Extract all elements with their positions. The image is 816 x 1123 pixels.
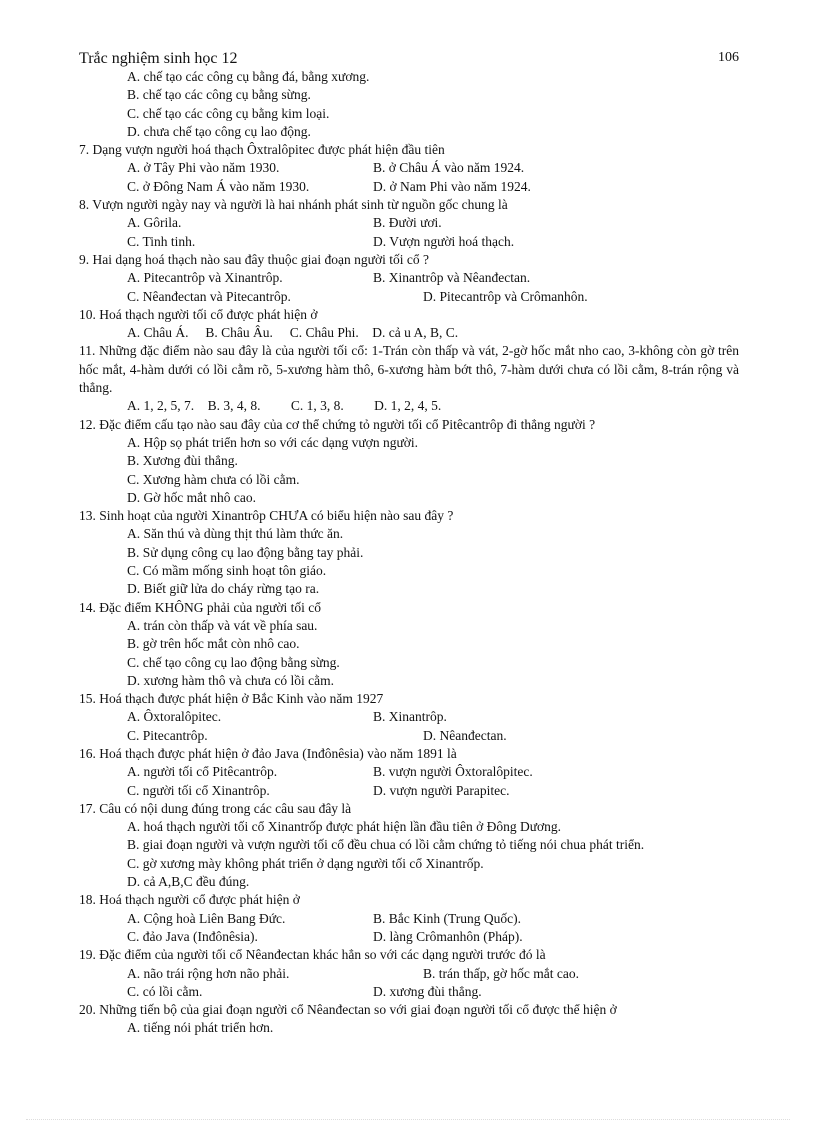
answer-line: B. gờ trên hốc mắt còn nhô cao. [127, 636, 300, 652]
answer-line: D. chưa chế tạo công cụ lao động. [127, 123, 311, 139]
answer-line: C. chế tạo công cụ lao động bằng sừng. [127, 654, 340, 670]
answer-option: C. Pitecantrôp. [127, 727, 208, 743]
answer-row [79, 763, 739, 781]
answer-line: B. chế tạo các công cụ bằng sừng. [127, 87, 311, 103]
answer-row [79, 269, 739, 287]
answer-option: C. người tối cổ Xinantrôp. [127, 782, 270, 798]
answer-line: D. cả A,B,C đều đúng. [127, 874, 250, 890]
answer-option: B. ở Châu Á vào năm 1924. [373, 160, 525, 176]
answer-option: D. Nêanđectan. [423, 727, 507, 743]
question-12: 12. Đặc điểm cấu tạo nào sau đây của cơ thể chứng tỏ người tối cổ Pitêcantrôp đi thẳng người ? [79, 416, 596, 432]
question-13: 13. Sinh hoạt của người Xinantrôp CHƯA có biểu hiện nào sau đây ? [79, 508, 454, 524]
answer-line: A. Săn thú và dùng thịt thú làm thức ăn. [127, 526, 344, 542]
answer-line: C. gờ xương mày không phát triển ở dạng người tối cổ Xinantrốp. [127, 855, 484, 871]
answer-option: C. ở Đông Nam Á vào năm 1930. [127, 178, 310, 194]
answer-row [79, 983, 739, 1001]
answer-option: D. làng Crômanhôn (Pháp). [373, 928, 523, 944]
answer-option: A. Gôrila. [127, 215, 182, 231]
answer-line: D. Gờ hốc mắt nhô cao. [127, 489, 256, 505]
answer-line: D. xương hàm thô và chưa có lồi cằm. [127, 672, 334, 688]
page-header [79, 50, 739, 68]
answer-row [79, 214, 739, 232]
answer-row [79, 233, 739, 251]
answer-line: A. Hộp sọ phát triển hơn so với các dạng vượn người. [127, 434, 419, 450]
answer-line: D. Biết giữ lửa do cháy rừng tạo ra. [127, 581, 320, 597]
answer-line: B. Sử dụng công cụ lao động bằng tay phải. [127, 544, 364, 560]
question-14: 14. Đặc điểm KHÔNG phải của người tối cổ [79, 599, 322, 615]
answer-row [79, 965, 739, 983]
answer-line: C. Xương hàm chưa có lồi cằm. [127, 471, 300, 487]
answer-row [79, 910, 739, 928]
answer-option: C. có lồi cằm. [127, 983, 203, 999]
answer-line: A. hoá thạch người tối cổ Xinantrốp được phát hiện lần đầu tiên ở Đông Dương. [127, 819, 562, 835]
question-16: 16. Hoá thạch được phát hiện ở đảo Java (Inđônêsia) vào năm 1891 là [79, 745, 457, 761]
answer-option: D. Pitecantrôp và Crômanhôn. [423, 288, 588, 304]
answer-row [79, 159, 739, 177]
question-19: 19. Đặc điểm của người tối cổ Nêanđectan khác hẳn so với các dạng người trước đó là [79, 947, 546, 963]
answer-option: A. Pitecantrôp và Xinantrôp. [127, 270, 283, 286]
answer-option: B. Xinantrôp và Nêanđectan. [373, 270, 531, 286]
answer-line: A. trán còn thấp và vát về phía sau. [127, 617, 318, 633]
answer-option: A. người tối cổ Pitêcantrôp. [127, 764, 278, 780]
answer-option: A. Ôxtoralôpitec. [127, 709, 222, 725]
answer-line: C. Có mầm mống sinh hoạt tôn giáo. [127, 563, 327, 579]
page-bottom-divider [26, 1119, 790, 1120]
question-10: 10. Hoá thạch người tối cổ được phát hiện ở [79, 306, 318, 322]
answer-line: B. giai đoạn người và vượn người tối cổ đều chua có lồi cằm chứng tỏ tiếng nói chua phát triển. [127, 837, 645, 853]
answer-row: A. 1, 2, 5, 7. B. 3, 4, 8. C. 1, 3, 8. D. 1, 2, 4, 5. [127, 398, 442, 414]
answer-option: D. vượn người Parapitec. [373, 782, 510, 798]
answer-row: A. Châu Á. B. Châu Âu. C. Châu Phi. D. cả u A, B, C. [127, 325, 459, 341]
answer-option: B. vượn người Ôxtoralôpitec. [373, 764, 533, 780]
answer-option: A. ở Tây Phi vào năm 1930. [127, 160, 280, 176]
answer-option: D. ở Nam Phi vào năm 1924. [373, 178, 531, 194]
answer-row [79, 288, 739, 306]
page-number: 106 [718, 50, 739, 65]
answer-line: A. chế tạo các công cụ bằng đá, bằng xương. [127, 69, 370, 84]
answer-option: C. đảo Java (Inđônêsia). [127, 928, 258, 944]
answer-option: A. Cộng hoà Liên Bang Đức. [127, 910, 286, 926]
question-17: 17. Câu có nội dung đúng trong các câu sau đây là [79, 800, 352, 816]
question-11: 11. Những đặc điểm nào sau đây là của người tối cổ: 1-Trán còn thấp và vát, 2-gờ hốc mắt nho cao, 3-không còn gờ trên hốc mắt, 4-hàm dưới có lồi cằm rõ, 5-xương hàm thô, 6-xương hàm bớt thô, 7-hàm dưới chưa có lồi cằm, 8-trán rộng và thẳng. [79, 343, 739, 396]
answer-option: C. Tinh tinh. [127, 233, 196, 249]
answer-option: B. trán thấp, gờ hốc mắt cao. [423, 965, 579, 981]
question-7: 7. Dạng vượn người hoá thạch Ôxtralôpitec được phát hiện đầu tiên [79, 142, 445, 158]
question-8: 8. Vượn người ngày nay và người là hai nhánh phát sinh từ nguồn gốc chung là [79, 197, 508, 213]
question-9: 9. Hai dạng hoá thạch nào sau đây thuộc giai đoạn người tối cổ ? [79, 251, 429, 267]
answer-line: B. Xương đùi thẳng. [127, 453, 238, 469]
answer-row [79, 928, 739, 946]
question-15: 15. Hoá thạch được phát hiện ở Bắc Kinh vào năm 1927 [79, 691, 384, 707]
answer-row [79, 708, 739, 726]
answer-option: C. Nêanđectan và Pitecantrôp. [127, 288, 291, 304]
question-20: 20. Những tiến bộ của giai đoạn người cổ Nêanđectan so với giai đoạn người tối cổ được thể hiện ở [79, 1002, 617, 1018]
answer-option: B. Đười ươi. [373, 215, 442, 231]
document-page [79, 50, 739, 1038]
answer-row [79, 178, 739, 196]
answer-option: B. Bắc Kinh (Trung Quốc). [373, 910, 521, 926]
question-18: 18. Hoá thạch người cổ được phát hiện ở [79, 892, 300, 908]
answer-line: C. chế tạo các công cụ bằng kim loại. [127, 105, 330, 121]
answer-line: A. tiếng nói phát triển hơn. [127, 1020, 274, 1036]
answer-row [79, 727, 739, 745]
answer-row [79, 782, 739, 800]
answer-option: A. não trái rộng hơn não phải. [127, 965, 290, 981]
document-title: Trắc nghiệm sinh học 12 [79, 50, 238, 67]
answer-option: D. xương đùi thẳng. [373, 983, 482, 999]
answer-option: D. Vượn người hoá thạch. [373, 233, 515, 249]
answer-option: B. Xinantrôp. [373, 709, 447, 725]
